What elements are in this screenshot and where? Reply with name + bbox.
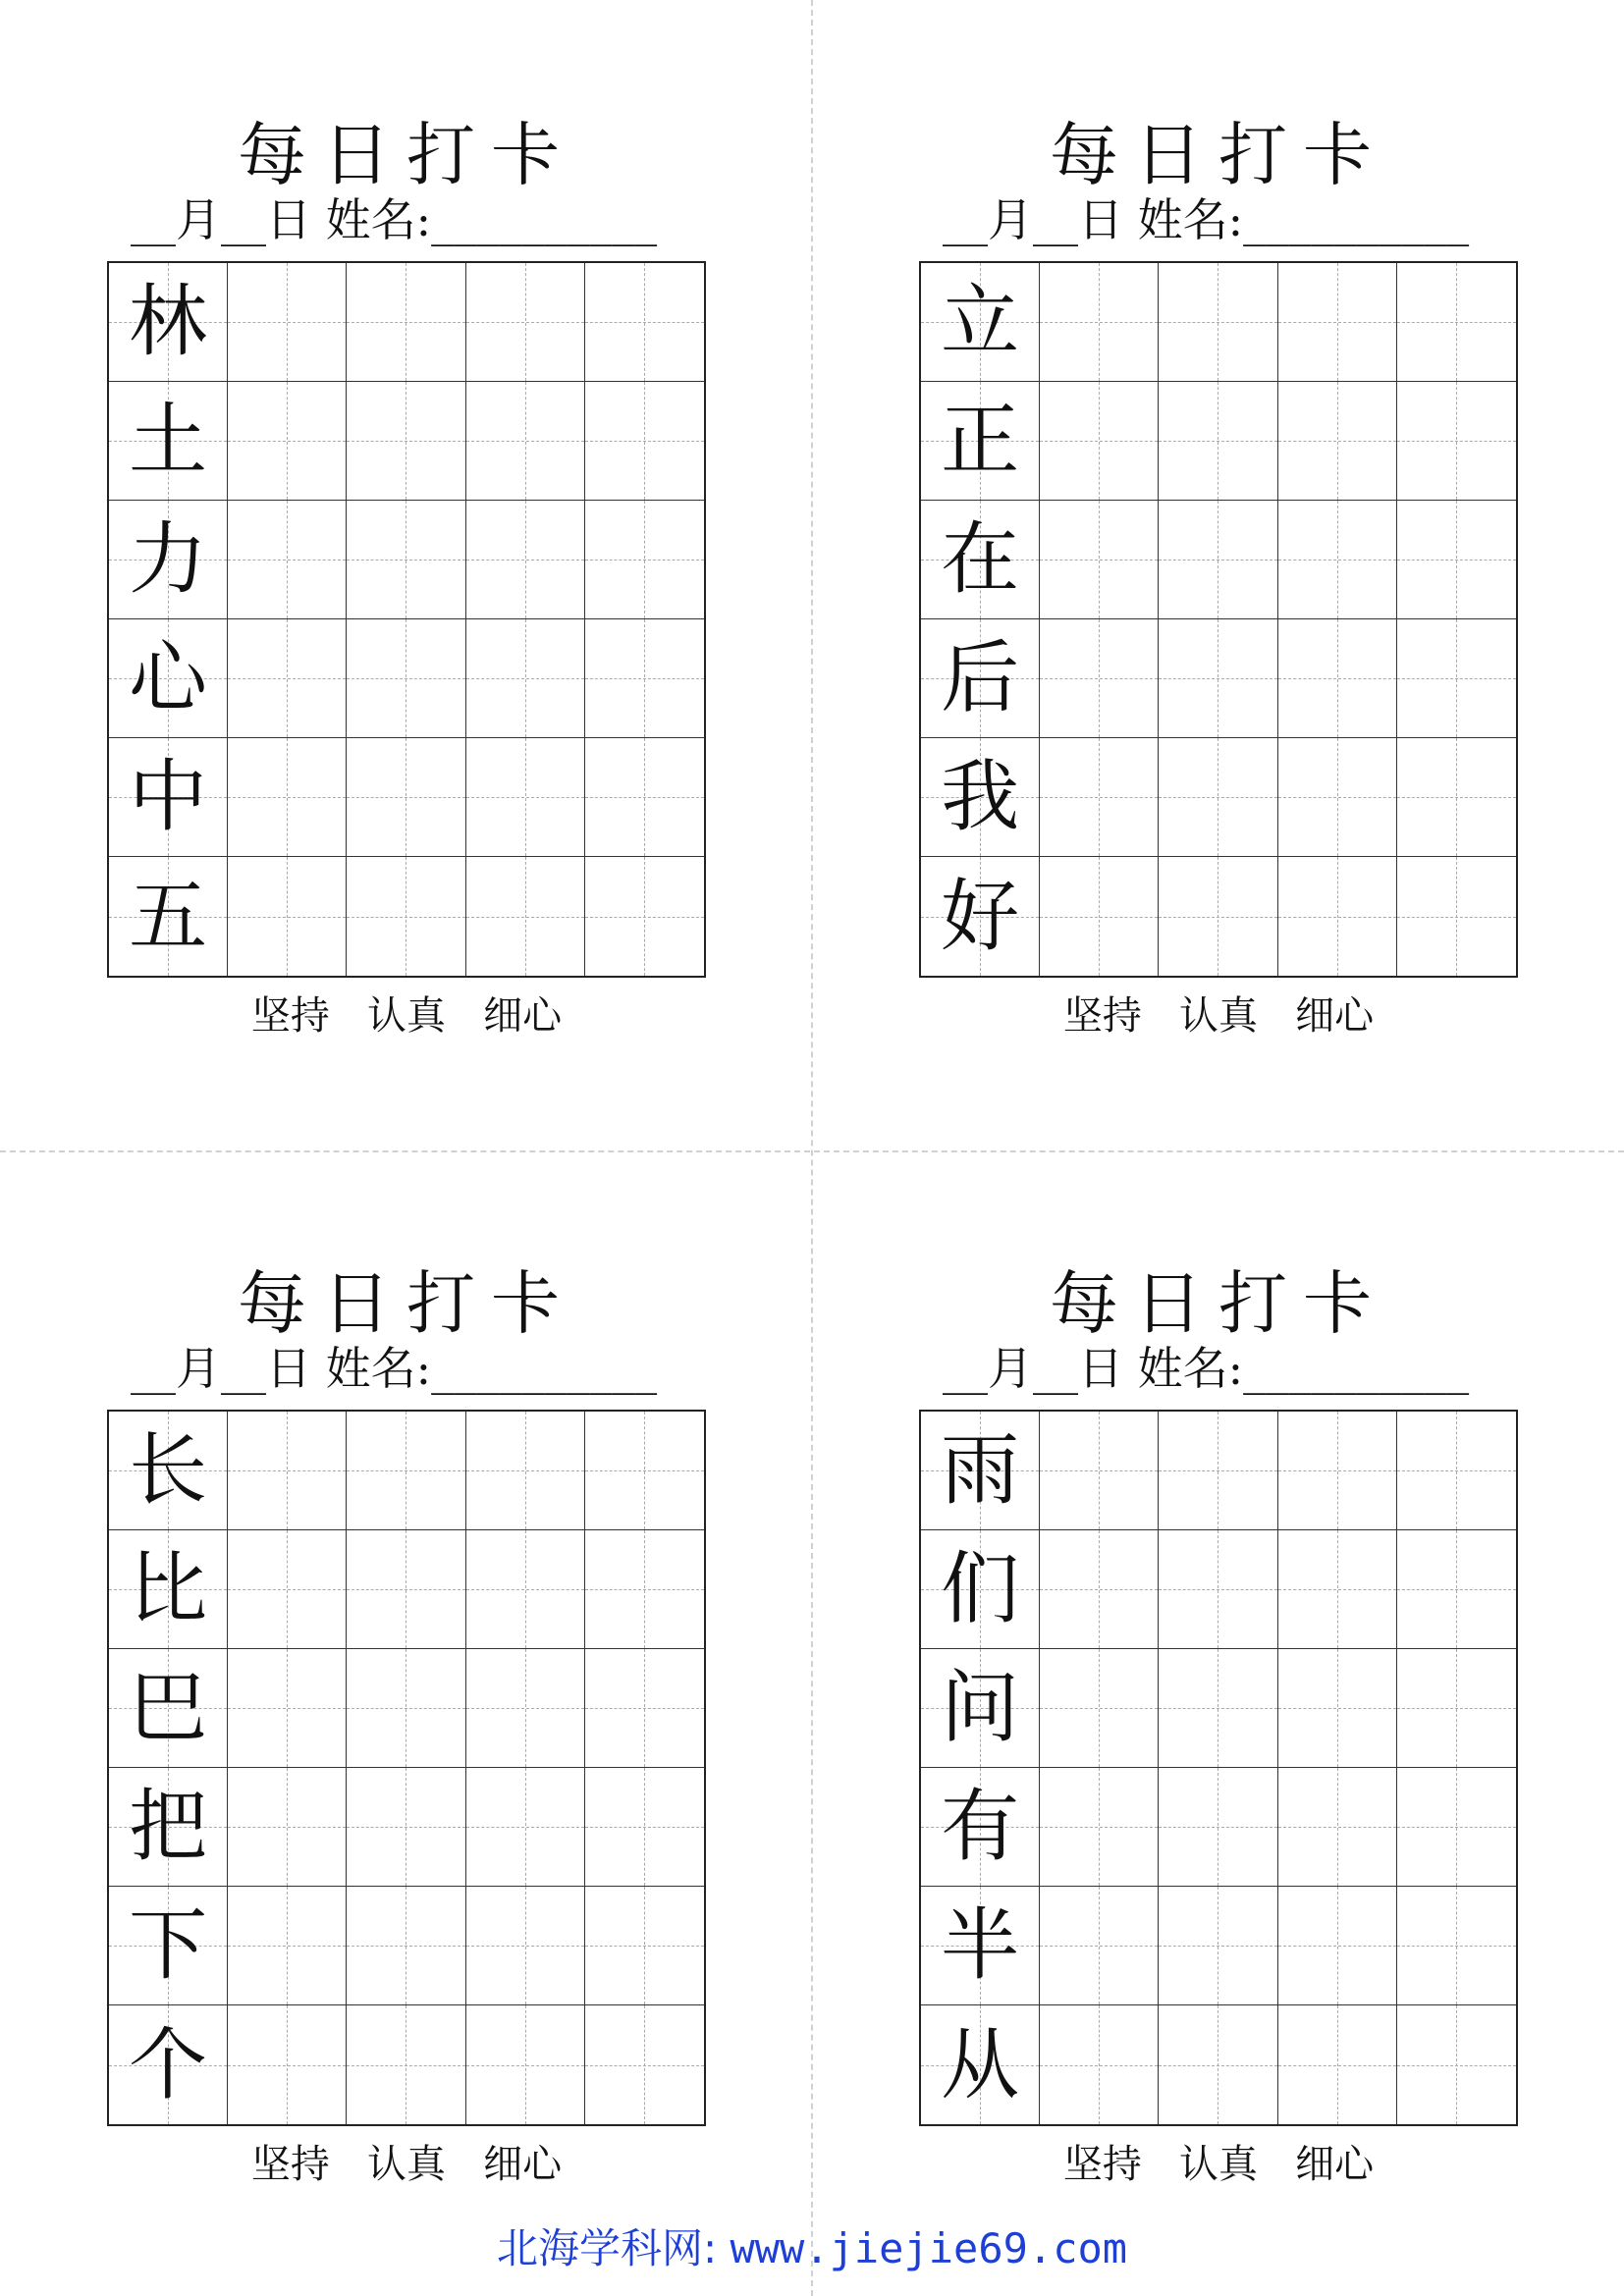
practice-cell xyxy=(1159,738,1277,857)
practice-cell xyxy=(347,1649,465,1768)
practice-cell xyxy=(1278,1887,1397,2005)
practice-cell xyxy=(1278,738,1397,857)
practice-cell xyxy=(228,2005,347,2124)
model-character: 好 xyxy=(941,870,1020,962)
practice-cell xyxy=(1397,1649,1516,1768)
writing-grid xyxy=(107,1410,706,2126)
practice-cell xyxy=(585,619,704,738)
practice-cell xyxy=(1397,2005,1516,2124)
practice-cell xyxy=(1159,1530,1277,1649)
practice-cell xyxy=(1278,1530,1397,1649)
practice-cell xyxy=(585,857,704,976)
model-character: 在 xyxy=(941,513,1020,605)
practice-cell xyxy=(347,1530,465,1649)
practice-cell xyxy=(466,1412,585,1530)
model-character-cell xyxy=(921,1649,1040,1768)
practice-cell xyxy=(1159,382,1277,501)
model-character-cell xyxy=(109,1530,228,1649)
model-character: 后 xyxy=(941,632,1020,723)
practice-cell xyxy=(1159,2005,1277,2124)
model-character: 立 xyxy=(941,276,1020,367)
practice-cell xyxy=(1397,263,1516,382)
date-name-line: __月__日 姓名:__________ xyxy=(943,1342,1470,1395)
practice-cell xyxy=(585,1412,704,1530)
practice-cell xyxy=(347,1768,465,1887)
practice-cell xyxy=(1159,1768,1277,1887)
practice-cell xyxy=(1397,1530,1516,1649)
model-character-cell xyxy=(921,1530,1040,1649)
model-character: 把 xyxy=(129,1781,208,1872)
date-name-line: __月__日 姓名:__________ xyxy=(131,1342,658,1395)
practice-cell xyxy=(347,857,465,976)
practice-cell xyxy=(466,619,585,738)
practice-cell xyxy=(585,263,704,382)
practice-card-2 xyxy=(919,0,1518,1039)
practice-cell xyxy=(1278,2005,1397,2124)
date-name-line: __月__日 姓名:__________ xyxy=(943,193,1470,246)
model-character-cell xyxy=(921,738,1040,857)
footer-url[interactable]: www.jiejie69.com xyxy=(730,2224,1128,2272)
practice-cell xyxy=(1159,1412,1277,1530)
model-character: 半 xyxy=(941,1899,1020,1991)
practice-cell xyxy=(1040,619,1159,738)
card-motto: 坚持 认真 细心 xyxy=(1062,2142,1375,2187)
practice-cell xyxy=(228,1530,347,1649)
model-character-cell xyxy=(921,1887,1040,2005)
model-character-cell xyxy=(109,263,228,382)
practice-cell xyxy=(466,857,585,976)
practice-cell xyxy=(1159,619,1277,738)
model-character: 巴 xyxy=(129,1662,208,1753)
model-character-cell xyxy=(921,382,1040,501)
practice-cell xyxy=(228,857,347,976)
model-character-cell xyxy=(921,501,1040,619)
practice-cell xyxy=(1397,619,1516,738)
card-title: 每日打卡 xyxy=(1050,1263,1387,1344)
practice-card-4 xyxy=(919,1148,1518,2187)
practice-cell xyxy=(1397,1412,1516,1530)
practice-cell xyxy=(1397,1768,1516,1887)
vertical-cut-line xyxy=(811,0,813,2296)
card-title: 每日打卡 xyxy=(238,115,575,195)
practice-cell xyxy=(1278,1649,1397,1768)
practice-cell xyxy=(466,382,585,501)
practice-cell xyxy=(347,2005,465,2124)
practice-cell xyxy=(1278,857,1397,976)
model-character: 力 xyxy=(129,513,208,605)
practice-cell xyxy=(1278,263,1397,382)
practice-cell xyxy=(1040,738,1159,857)
practice-cell xyxy=(1040,857,1159,976)
practice-cell xyxy=(466,738,585,857)
model-character: 问 xyxy=(941,1662,1020,1753)
model-character: 正 xyxy=(941,395,1020,486)
practice-cell xyxy=(585,738,704,857)
practice-card-3 xyxy=(107,1148,706,2187)
practice-cell xyxy=(466,2005,585,2124)
writing-grid xyxy=(107,261,706,978)
model-character: 从 xyxy=(941,2018,1020,2110)
practice-cell xyxy=(228,501,347,619)
practice-cell xyxy=(1040,382,1159,501)
practice-cell xyxy=(347,263,465,382)
model-character: 雨 xyxy=(941,1424,1020,1516)
practice-cell xyxy=(585,382,704,501)
practice-cell xyxy=(1278,619,1397,738)
practice-cell xyxy=(466,1887,585,2005)
practice-cell xyxy=(1397,501,1516,619)
model-character-cell xyxy=(921,1412,1040,1530)
practice-cell xyxy=(1397,857,1516,976)
model-character: 林 xyxy=(129,276,208,367)
model-character-cell xyxy=(109,857,228,976)
practice-cell xyxy=(347,1887,465,2005)
practice-cell xyxy=(585,1768,704,1887)
practice-cell xyxy=(347,501,465,619)
practice-cell xyxy=(585,1530,704,1649)
site-footer xyxy=(0,2216,1624,2275)
model-character-cell xyxy=(109,1887,228,2005)
model-character: 五 xyxy=(129,870,208,962)
practice-cell xyxy=(585,1887,704,2005)
practice-cell xyxy=(466,501,585,619)
model-character-cell xyxy=(109,2005,228,2124)
writing-grid xyxy=(919,1410,1518,2126)
model-character-cell xyxy=(109,1649,228,1768)
model-character-cell xyxy=(921,1768,1040,1887)
practice-cell xyxy=(1278,1768,1397,1887)
practice-cell xyxy=(1159,501,1277,619)
card-motto: 坚持 认真 细心 xyxy=(250,2142,563,2187)
practice-cell xyxy=(228,263,347,382)
model-character-cell xyxy=(109,1768,228,1887)
model-character: 中 xyxy=(129,751,208,842)
model-character: 个 xyxy=(129,2018,208,2110)
card-motto: 坚持 认真 细心 xyxy=(250,993,563,1039)
practice-cell xyxy=(228,1887,347,2005)
practice-cell xyxy=(1040,501,1159,619)
model-character: 比 xyxy=(129,1543,208,1634)
practice-cell xyxy=(228,1412,347,1530)
card-motto: 坚持 认真 细心 xyxy=(1062,993,1375,1039)
practice-cell xyxy=(228,1649,347,1768)
practice-cell xyxy=(347,738,465,857)
practice-cell xyxy=(347,619,465,738)
practice-cell xyxy=(1278,1412,1397,1530)
model-character-cell xyxy=(921,263,1040,382)
model-character: 我 xyxy=(941,751,1020,842)
model-character-cell xyxy=(109,738,228,857)
practice-cell xyxy=(1040,2005,1159,2124)
practice-cell xyxy=(1040,1768,1159,1887)
practice-cell xyxy=(1040,1530,1159,1649)
practice-cell xyxy=(228,738,347,857)
practice-cell xyxy=(1040,263,1159,382)
model-character-cell xyxy=(109,1412,228,1530)
model-character: 土 xyxy=(129,395,208,486)
practice-cell xyxy=(466,1649,585,1768)
practice-cell xyxy=(1040,1887,1159,2005)
date-name-line: __月__日 姓名:__________ xyxy=(131,193,658,246)
model-character-cell xyxy=(921,2005,1040,2124)
practice-cell xyxy=(228,1768,347,1887)
practice-cell xyxy=(347,382,465,501)
practice-cell xyxy=(1397,382,1516,501)
practice-cell xyxy=(1159,857,1277,976)
card-title: 每日打卡 xyxy=(1050,115,1387,195)
model-character: 们 xyxy=(941,1543,1020,1634)
model-character: 长 xyxy=(129,1424,208,1516)
practice-cell xyxy=(1040,1412,1159,1530)
model-character-cell xyxy=(921,619,1040,738)
model-character: 心 xyxy=(129,632,208,723)
practice-cell xyxy=(1278,382,1397,501)
practice-cell xyxy=(1159,263,1277,382)
practice-cell xyxy=(1397,738,1516,857)
practice-cell xyxy=(466,263,585,382)
model-character: 下 xyxy=(129,1899,208,1991)
practice-cell xyxy=(466,1530,585,1649)
practice-cell xyxy=(1397,1887,1516,2005)
practice-cell xyxy=(466,1768,585,1887)
card-title: 每日打卡 xyxy=(238,1263,575,1344)
practice-cell xyxy=(585,1649,704,1768)
model-character-cell xyxy=(109,619,228,738)
practice-card-1 xyxy=(107,0,706,1039)
practice-cell xyxy=(228,619,347,738)
practice-cell xyxy=(228,382,347,501)
practice-cell xyxy=(347,1412,465,1530)
model-character-cell xyxy=(921,857,1040,976)
practice-cell xyxy=(1159,1887,1277,2005)
practice-cell xyxy=(1040,1649,1159,1768)
practice-cell xyxy=(585,501,704,619)
practice-cell xyxy=(1159,1649,1277,1768)
model-character-cell xyxy=(109,501,228,619)
writing-grid xyxy=(919,261,1518,978)
practice-cell xyxy=(585,2005,704,2124)
model-character: 有 xyxy=(941,1781,1020,1872)
model-character-cell xyxy=(109,382,228,501)
practice-cell xyxy=(1278,501,1397,619)
footer-site-name: 北海学科网: xyxy=(496,2224,718,2272)
